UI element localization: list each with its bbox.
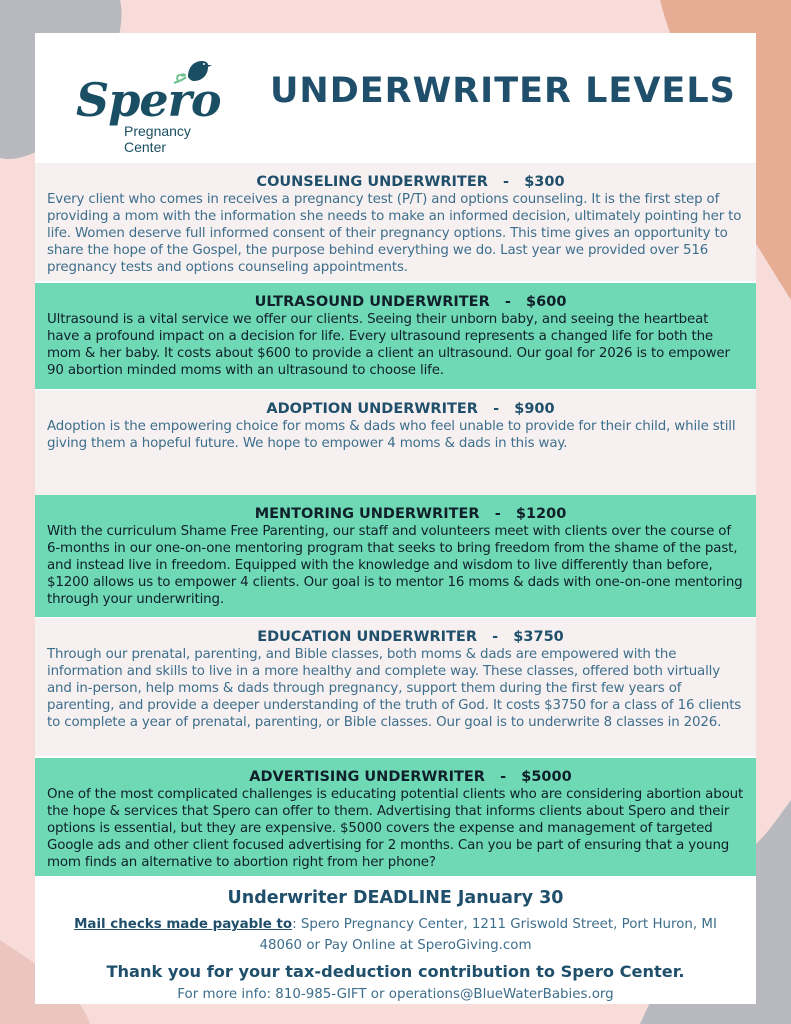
ultrasound-body: Ultrasound is a vital service we offer our clients. Seeing their unborn baby, and seeing the heartbeat have a profound impact on a decision for life. Every ultrasound represents a changed life for both the mom & her baby. It costs about $600 to provide a client an ultrasound. Our goal for 2026 is to empower 90 abortion minded moms with an ultrasound to choose life. <box>47 312 730 378</box>
adoption-title: ADOPTION UNDERWRITER - $900 <box>266 401 555 417</box>
contact-info: For more info: 810-985-GIFT or operations@BlueWaterBabies.org <box>177 987 614 1002</box>
mentoring-title: MENTORING UNDERWRITER - $1200 <box>254 506 567 522</box>
flyer-page <box>35 33 756 1004</box>
ultrasound-title: ULTRASOUND UNDERWRITER - $600 <box>254 294 567 310</box>
mentoring-section <box>35 495 756 617</box>
education-title: EDUCATION UNDERWRITER - $3750 <box>257 629 564 645</box>
thank-you-line: Thank you for your tax-deduction contribution to Spero Center. <box>106 962 685 981</box>
mentoring-body: With the curriculum Shame Free Parenting, our staff and volunteers meet with clients over the course of 6-months in our one-on-one mentoring program that seeks to bring freedom from the shame of the past, and instead live in freedom. Equipped with the knowledge and wisdom to live differently than before, $1200 allows us to empower 4 clients. Our goal is to mentor 16 moms & dads with one-on-one mentoring through your underwriting. <box>47 524 743 607</box>
adoption-section <box>35 390 756 495</box>
counseling-body: Every client who comes in receives a pregnancy test (P/T) and options counseling. It is the first step of providing a mom with the information she needs to make an informed decision, ultimately pointing her to life. Women deserve full informed consent of their pregnancy options. This time gives an opportunity to share the hope of the Gospel, the purpose behind everything we do. Last year we provided over 516 pregnancy tests and options counseling appointments. <box>47 192 742 275</box>
mail-address: : Spero Pregnancy Center, 1211 Griswold Street, Port Huron, MI 48060 or Pay Online at SperoGiving.com <box>259 917 717 953</box>
counseling-title: COUNSELING UNDERWRITER - $300 <box>256 174 565 190</box>
adoption-body: Adoption is the empowering choice for moms & dads who feel unable to provide for their child, while still giving them a hopeful future. We hope to empower 4 moms & dads in this way. <box>47 419 736 451</box>
mail-label: Mail checks made payable to <box>74 917 293 932</box>
counseling-section <box>35 163 756 281</box>
ultrasound-section <box>35 283 756 389</box>
advertising-section <box>35 758 756 876</box>
logo-subtitle: Pregnancy Center <box>124 123 191 155</box>
page-title: UNDERWRITER LEVELS <box>270 71 736 111</box>
education-section <box>35 618 756 756</box>
footer <box>35 876 756 1004</box>
deadline-heading: Underwriter DEADLINE January 30 <box>227 888 564 908</box>
logo-wordmark: Spero <box>76 73 221 127</box>
spero-logo <box>72 53 232 153</box>
advertising-title: ADVERTISING UNDERWRITER - $5000 <box>249 769 572 785</box>
header <box>35 33 756 163</box>
mail-instructions <box>63 914 728 956</box>
advertising-body: One of the most complicated challenges is educating potential clients who are considering abortion about the hope & services that Spero can offer to them. Advertising that informs clients about Spero and their options is essential, but they are expensive. $5000 covers the expense and management of targeted Google ads and other client focused advertising for 2 months. Can you be part of ensuring that a young mom finds an alternative to abortion right from her phone? <box>47 787 744 870</box>
education-body: Through our prenatal, parenting, and Bible classes, both moms & dads are empowered with the information and skills to live in a more healthy and complete way. These classes, offered both virtually and in-person, help moms & dads through pregnancy, support them during the first few years of parenting, and provide a deeper understanding of the truth of God. It costs $3750 for a class of 16 clients to complete a year of prenatal, parenting, or Bible classes. Our goal is to underwrite 8 classes in 2026. <box>47 647 742 730</box>
